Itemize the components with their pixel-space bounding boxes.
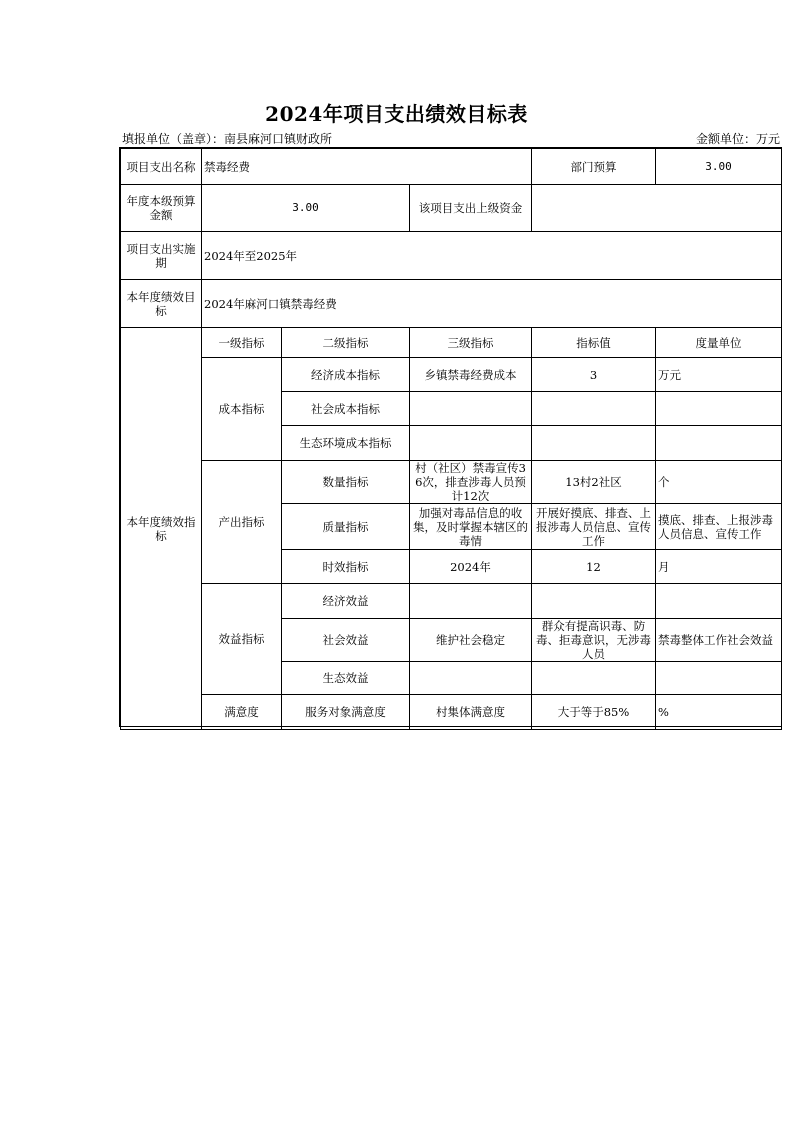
level3-cell: 2024年: [410, 550, 532, 584]
value-cell: 12: [532, 550, 656, 584]
goal-value: 2024年麻河口镇禁毒经费: [202, 280, 782, 328]
level3-cell: [410, 584, 532, 619]
level2-cell: 质量指标: [282, 504, 410, 550]
column-header: 指标值: [532, 328, 656, 358]
project-name-value: 禁毒经费: [202, 149, 532, 185]
table-row: [121, 695, 782, 730]
value-cell: [532, 392, 656, 426]
value-cell: [532, 662, 656, 695]
unit-cell: 万元: [656, 358, 782, 392]
value-cell: 开展好摸底、排查、上报涉毒人员信息、宣传工作: [532, 504, 656, 550]
unit-cell: 月: [656, 550, 782, 584]
table-row: [121, 280, 782, 328]
currency-unit: 金额单位：万元: [695, 132, 780, 146]
value-cell: 群众有提高识毒、防毒、拒毒意识，无涉毒人员: [532, 619, 656, 662]
level3-cell: 村（社区）禁毒宣传36次，排查涉毒人员预计12次: [410, 461, 532, 504]
annual-budget-value: 3.00: [202, 185, 410, 232]
upper-funds-value: [532, 185, 782, 232]
reporting-unit: 填报单位（盖章）：南县麻河口镇财政所: [122, 132, 333, 146]
level3-cell: 村集体满意度: [410, 695, 532, 730]
page-title: 2024年项目支出绩效目标表: [265, 102, 528, 126]
table-header-row: [121, 328, 782, 358]
column-header: 度量单位: [656, 328, 782, 358]
value-cell: [532, 584, 656, 619]
table-row: [121, 358, 782, 392]
level2-cell: 经济效益: [282, 584, 410, 619]
unit-cell: 禁毒整体工作社会效益: [656, 619, 782, 662]
level2-cell: 社会成本指标: [282, 392, 410, 426]
period-value: 2024年至2025年: [202, 232, 782, 280]
annual-budget-label: 年度本级预算金额: [121, 185, 202, 232]
level2-cell: 服务对象满意度: [282, 695, 410, 730]
project-name-label: 项目支出名称: [121, 149, 202, 185]
column-header: 三级指标: [410, 328, 532, 358]
value-cell: 13村2社区: [532, 461, 656, 504]
table-row: [121, 185, 782, 232]
period-label: 项目支出实施期: [121, 232, 202, 280]
value-cell: 3: [532, 358, 656, 392]
level3-cell: [410, 392, 532, 426]
table-row: [121, 461, 782, 504]
dept-budget-label: 部门预算: [532, 149, 656, 185]
cost-indicator-label: 成本指标: [202, 358, 282, 461]
satisfaction-indicator-label: 满意度: [202, 695, 282, 730]
column-header: 一级指标: [202, 328, 282, 358]
unit-cell: [656, 426, 782, 461]
level2-cell: 数量指标: [282, 461, 410, 504]
dept-budget-value: 3.00: [656, 149, 782, 185]
unit-cell: 摸底、排查、上报涉毒人员信息、宣传工作: [656, 504, 782, 550]
indicators-section-label: 本年度绩效指标: [121, 328, 202, 730]
unit-cell: [656, 392, 782, 426]
performance-table: [120, 148, 782, 730]
upper-funds-label: 该项目支出上级资金: [410, 185, 532, 232]
unit-cell: %: [656, 695, 782, 730]
table-row: [121, 232, 782, 280]
table-row: [121, 149, 782, 185]
unit-cell: [656, 662, 782, 695]
level2-cell: 生态效益: [282, 662, 410, 695]
unit-cell: [656, 584, 782, 619]
table-row: [121, 584, 782, 619]
goal-label: 本年度绩效目标: [121, 280, 202, 328]
level3-cell: 加强对毒品信息的收集，及时掌握本辖区的毒情: [410, 504, 532, 550]
level2-cell: 时效指标: [282, 550, 410, 584]
unit-cell: 个: [656, 461, 782, 504]
value-cell: 大于等于85%: [532, 695, 656, 730]
level2-cell: 生态环境成本指标: [282, 426, 410, 461]
value-cell: [532, 426, 656, 461]
level3-cell: 维护社会稳定: [410, 619, 532, 662]
level2-cell: 社会效益: [282, 619, 410, 662]
level3-cell: [410, 426, 532, 461]
column-header: 二级指标: [282, 328, 410, 358]
benefit-indicator-label: 效益指标: [202, 584, 282, 695]
output-indicator-label: 产出指标: [202, 461, 282, 584]
level3-cell: 乡镇禁毒经费成本: [410, 358, 532, 392]
level2-cell: 经济成本指标: [282, 358, 410, 392]
level3-cell: [410, 662, 532, 695]
